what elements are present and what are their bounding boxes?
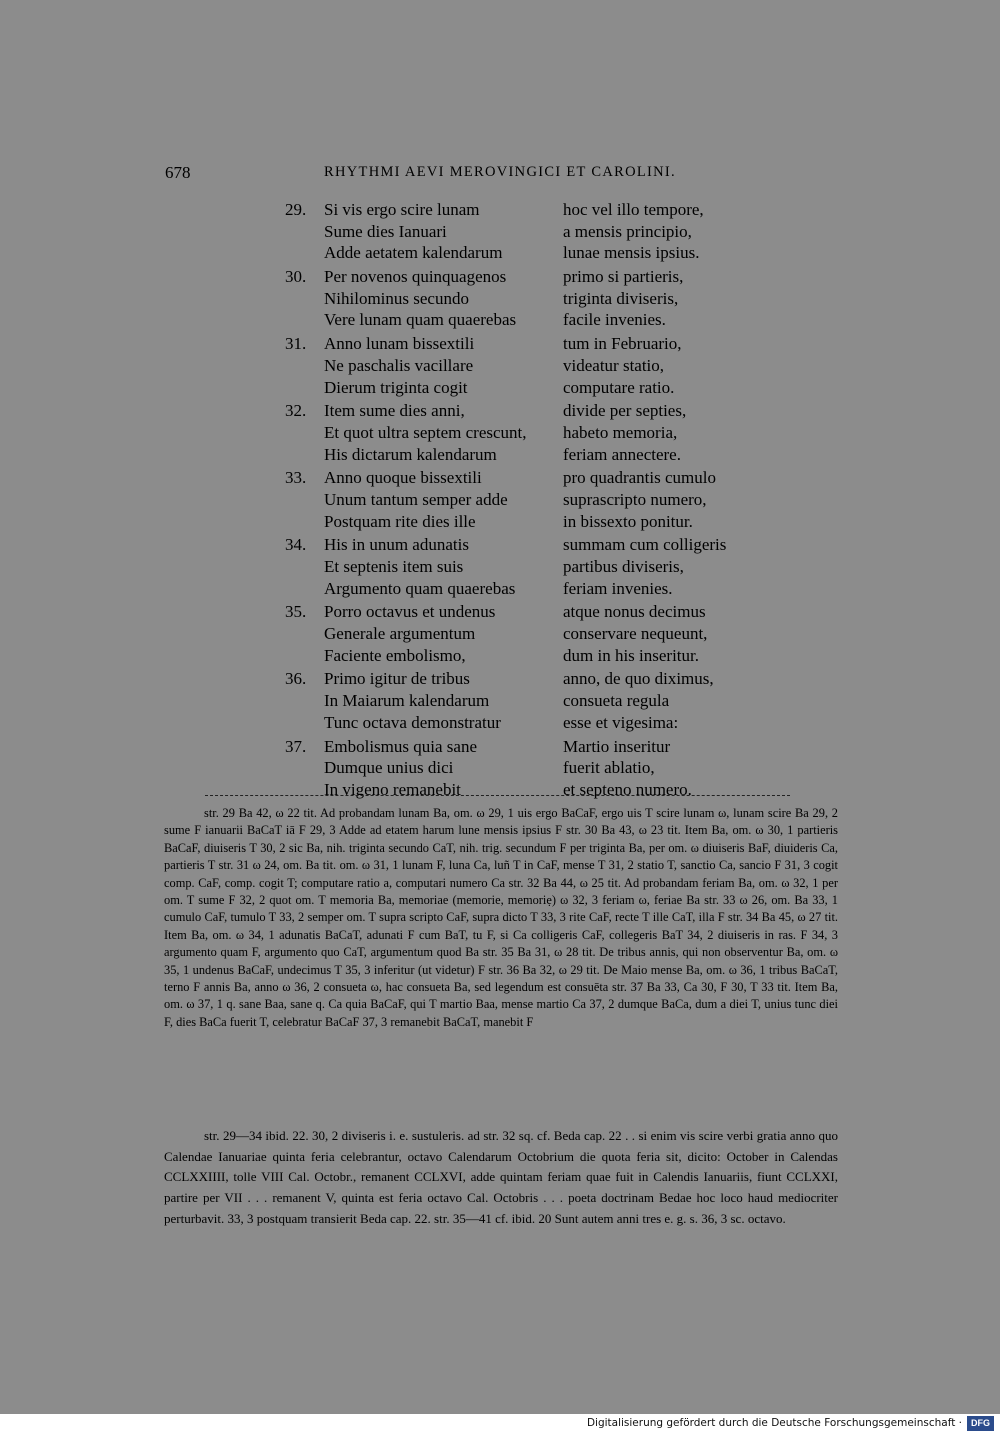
verse-left-half: Si vis ergo scire lunam: [324, 200, 480, 219]
verse-left-half: Unum tantum semper adde: [324, 489, 508, 509]
verse-line: [285, 400, 765, 422]
verse-line: [285, 355, 765, 377]
verse-left-half: Generale argumentum: [324, 624, 476, 644]
stanza-number: [285, 242, 324, 264]
verse-line: [285, 779, 765, 801]
verse-line: [285, 712, 765, 734]
stanza-number: [285, 377, 324, 399]
verse-right-half: esse et vigesima:: [563, 712, 679, 732]
stanza-number: 30.: [285, 267, 307, 287]
verse-left-half: Ne paschalis vacillare: [324, 355, 474, 375]
verse-line: [285, 601, 765, 623]
critical-apparatus: str. 29 Ba 42, ω 22 tit. Ad probandam lunam Ba, om. ω 29, 1 uis ergo BaCaF, ergo uis T scire lunam ω, lunam scire Ba 29, 2 sume F ianuarii BaCaT iā F 29, 3 Adde ad etatem harum lune mensis ipsius F str. 30 Ba 43, ω 23 tit. Item Ba, om. ω 30, 1 partieris BaCaF, diuiseris T 30, 2 sic Ba, nih. triginta secundo CaT, nih. trig. secundum F per triginta Ba, per om. ω diuiseris BaF, diuideris Ca, partieris T str. 31 ω 24, om. Ba tit. om. ω 31, 1 lunam F, luna Ca, luñ T in CaF, mense T 31, 2 statio T, sanctio Ca, sancio F 31, 3 cogit comp. CaF, comp. cogit T; computare ratio a, computari numero Ca str. 32 Ba 44, ω 25 tit. Ad probandam feriam Ba, om. ω 32, 1 per om. T sume F 32, 2 quot om. T memoria Ba, memoriae (memorie, memoriẹ) ω 32, 3 feriam ω, feriae Ba str. 33 ω 26, om. Ba 33, 1 cumulo CaF, tumulo T 33, 2 semper om. T supra scripto CaF, supra dicto T 33, 3 rite CaF, recte T ille CaT, illa F str. 34 Ba 45, ω 27 tit. Item Ba, om. ω 34, 1 adunatis BaCaT, adunati F cum BaT, tu F, si Ca colligeris CaF, collegeris BaT 34, 2 diuiseris in ras. F 34, 3 argumento quam F, argumento quo CaT, argumentum quod Ba str. 35 Ba 31, ω 28 tit. De tribus annis, qui non observentur Ba, om. ω 35, 1 undenus BaCaF, undecimus T 35, 3 inferitur (ut videtur) F str. 36 Ba 32, ω 29 tit. De Maio mense Ba, om. ω 36, 1 tribus BaCaT, terno F annis Ba, anno ω 36, 2 consueta ω, hac consueta Ba, sed legendum est consuēta str. 37 Ba 33, Ca 30, F 30, T 33 tit. Item Ba, om. ω 37, 1 q. sane Baa, sane q. Ca quia BaCaF, qui T martio Baa, mense martio Ca 37, 2 dumque BaCa, dum a diei T, unius tunc diei F, dies BaCa fuerit T, celebratur BaCaF 37, 3 remanebit BaCaT, manebit F: [164, 806, 838, 1029]
stanza: [285, 668, 765, 733]
verse-line: [285, 668, 765, 690]
stanza-number: 35.: [285, 602, 307, 622]
verse-line: [285, 444, 765, 466]
verse-left-half: His dictarum kalendarum: [324, 444, 497, 464]
stanza-number: [285, 489, 324, 511]
verse-line: [285, 377, 765, 399]
verse-right-half: et septeno numero.: [563, 779, 692, 799]
verse-line: [285, 736, 765, 758]
verse-right-half: lunae mensis ipsius.: [563, 243, 700, 263]
verse-right-half: in bissexto ponitur.: [563, 511, 693, 531]
verse-right-half: computare ratio.: [563, 377, 675, 397]
stanza-number: [285, 309, 324, 331]
verse-right-half: pro quadrantis cumulo: [563, 468, 716, 488]
verse-right-half: dum in his inseritur.: [563, 645, 699, 665]
stanza-number: [285, 221, 324, 243]
verse-line: [285, 757, 765, 779]
stanza: [285, 400, 765, 465]
verse-line: [285, 645, 765, 667]
verse-left-half: Dumque unius dici: [324, 758, 454, 778]
verse-left-half: Adde aetatem kalendarum: [324, 243, 503, 263]
stanza-number: [285, 556, 324, 578]
poem: [285, 199, 765, 803]
verse-right-half: summam cum colligeris: [563, 535, 727, 555]
verse-left-half: Embolismus quia sane: [324, 736, 477, 756]
stanza-number: 32.: [285, 401, 307, 421]
verse-left-half: Tunc octava demonstratur: [324, 712, 501, 732]
verse-line: [285, 489, 765, 511]
verse-left-half: His in unum adunatis: [324, 535, 469, 555]
stanza-number: [285, 444, 324, 466]
footer-bar: [0, 1414, 1000, 1434]
stanza-number: 31.: [285, 334, 307, 354]
stanza-number: [285, 645, 324, 667]
verse-line: [285, 199, 765, 221]
verse-right-half: divide per septies,: [563, 401, 687, 421]
running-title: RHYTHMI AEVI MEROVINGICI ET CAROLINI.: [324, 164, 676, 180]
verse-left-half: In Maiarum kalendarum: [324, 691, 490, 711]
verse-right-half: conservare nequeunt,: [563, 624, 708, 644]
verse-right-half: a mensis principio,: [563, 221, 692, 241]
page-number: 678: [165, 163, 191, 182]
verse-left-half: Postquam rite dies ille: [324, 511, 476, 531]
stanza-number: [285, 757, 324, 779]
verse-left-half: Nihilominus secundo: [324, 288, 469, 308]
verse-right-half: facile invenies.: [563, 310, 666, 330]
verse-right-half: triginta diviseris,: [563, 288, 679, 308]
verse-line: [285, 333, 765, 355]
stanza-number: 36.: [285, 669, 307, 689]
verse-left-half: Et septenis item suis: [324, 557, 464, 576]
verse-right-half: feriam invenies.: [563, 578, 673, 598]
footer-credit: Digitalisierung gefördert durch die Deutsche Forschungsgemeinschaft ·: [586, 1417, 962, 1429]
verse-line: [285, 511, 765, 533]
verse-line: [285, 288, 765, 310]
footnote-rule: [205, 795, 790, 796]
verse-right-half: anno, de quo diximus,: [563, 669, 714, 689]
verse-left-half: Dierum triginta cogit: [324, 377, 468, 397]
stanza: [285, 266, 765, 331]
stanza-number: [285, 511, 324, 533]
verse-line: [285, 242, 765, 264]
verse-left-half: Faciente embolismo,: [324, 645, 466, 665]
verse-left-half: Porro octavus et undenus: [324, 602, 496, 622]
stanza-number: 34.: [285, 535, 307, 555]
stanza: [285, 333, 765, 398]
verse-left-half: Vere lunam quam quaerebas: [324, 310, 517, 330]
verse-line: [285, 623, 765, 645]
verse-right-half: feriam annectere.: [563, 444, 681, 464]
stanza-number: [285, 355, 324, 377]
verse-line: [285, 534, 765, 556]
verse-line: [285, 578, 765, 600]
verse-right-half: fuerit ablatio,: [563, 758, 655, 778]
stanza-number: [285, 623, 324, 645]
verse-left-half: Primo igitur de tribus: [324, 669, 470, 689]
verse-right-half: primo si partieris,: [563, 267, 684, 287]
verse-left-half: Per novenos quinquagenos: [324, 267, 507, 287]
verse-left-half: In vigeno remanebit: [324, 779, 461, 799]
stanza-number: 37.: [285, 736, 307, 756]
stanza-number: [285, 690, 324, 712]
verse-right-half: consueta regula: [563, 691, 670, 711]
verse-line: [285, 266, 765, 288]
verse-line: [285, 556, 765, 578]
verse-left-half: Sume dies Ianuari: [324, 221, 447, 241]
verse-left-half: Item sume dies anni,: [324, 401, 465, 421]
verse-right-half: atque nonus decimus: [563, 602, 706, 622]
verse-left-half: Argumento quam quaerebas: [324, 578, 516, 598]
stanza-number: [285, 779, 324, 801]
verse-right-half: partibus diviseris,: [563, 557, 684, 576]
stanza: [285, 736, 765, 801]
stanza-number: [285, 288, 324, 310]
verse-left-half: Et quot ultra septem crescunt,: [324, 422, 527, 442]
stanza-number: [285, 712, 324, 734]
verse-right-half: habeto memoria,: [563, 422, 678, 442]
verse-line: [285, 422, 765, 444]
verse-right-half: suprascripto numero,: [563, 489, 707, 509]
verse-right-half: tum in Februario,: [563, 334, 682, 354]
stanza-number: 33.: [285, 468, 307, 488]
stanza-number: [285, 422, 324, 444]
verse-right-half: Martio inseritur: [563, 736, 671, 756]
verse-line: [285, 309, 765, 331]
verse-left-half: Anno quoque bissextili: [324, 468, 482, 488]
verse-line: [285, 467, 765, 489]
verse-right-half: videatur statio,: [563, 355, 665, 375]
stanza: [285, 534, 765, 599]
verse-left-half: Anno lunam bissextili: [324, 334, 475, 354]
stanza-number: 29.: [285, 200, 307, 219]
dfg-logo: DFG: [967, 1416, 994, 1431]
stanza: [285, 601, 765, 666]
verse-line: [285, 221, 765, 243]
stanza: [285, 467, 765, 532]
stanza-number: [285, 578, 324, 600]
verse-line: [285, 690, 765, 712]
commentary-notes: str. 29—34 ibid. 22. 30, 2 diviseris i. e. sustuleris. ad str. 32 sq. cf. Beda cap. 22 . . si enim vis scire verbi gratia anno quo Calendae Ianuariae quinta feria celebrantur, octavo Calendarum Octobrium die quota feria sit, dicito: October in Calendas CCLXXIIII, tolle VIII Cal. Octobr., remanent CCLXVI, adde quintam feriam quae fuit in Calendis Ianuariis, fiunt CCLXXI, partire per VII . . . remanent V, quinta est feria octavo Cal. Octobris . . . poeta doctrinam Bedae hoc loco haud mediocriter perturbavit. 33, 3 postquam transierit Beda cap. 22. str. 35—41 cf. ibid. 20 Sunt autem anni tres e. g. s. 36, 3 sc. octavo.: [164, 1128, 838, 1226]
verse-right-half: hoc vel illo tempore,: [563, 200, 704, 219]
stanza: [285, 199, 765, 264]
